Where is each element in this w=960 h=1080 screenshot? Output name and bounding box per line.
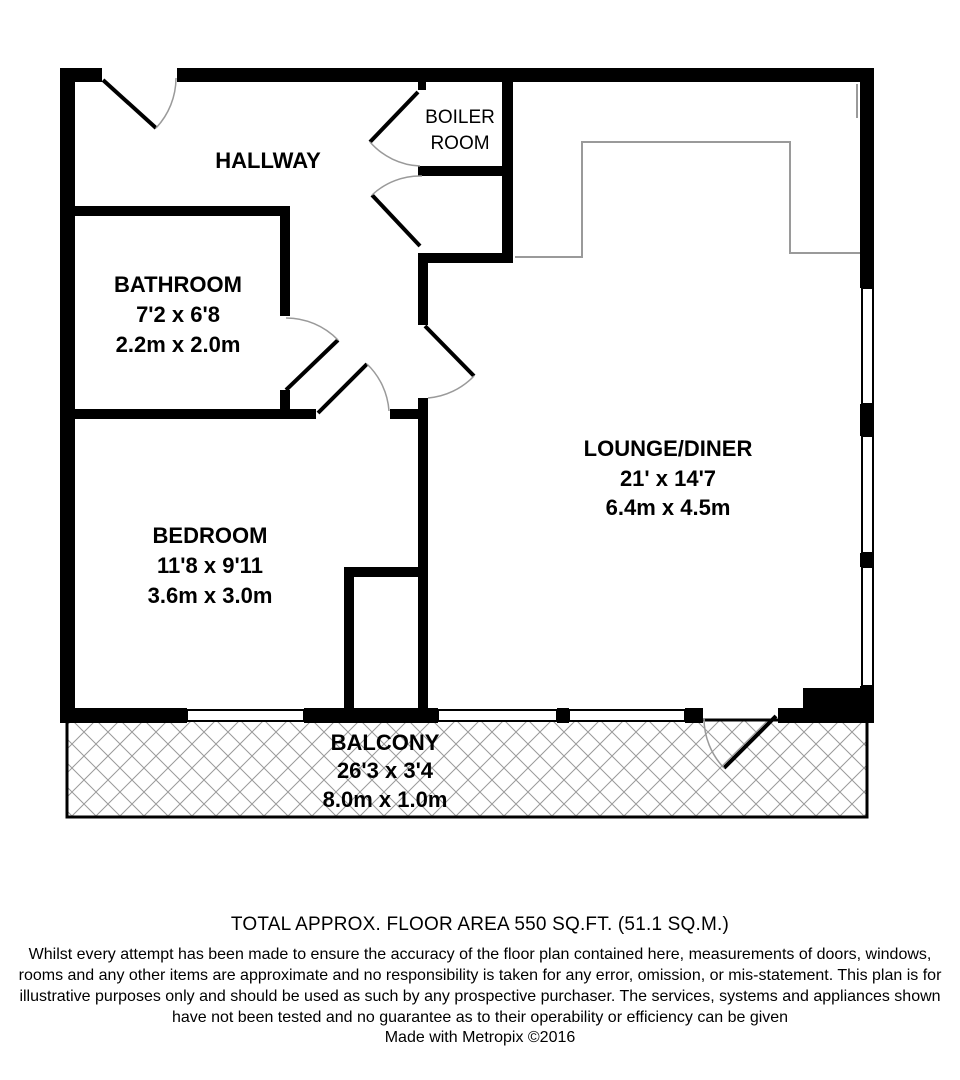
hallway-label: HALLWAY bbox=[215, 148, 321, 173]
credit-text: Made with Metropix ©2016 bbox=[384, 1029, 576, 1046]
boiler-room-label-line1: BOILER bbox=[425, 107, 495, 128]
interior-walls bbox=[74, 82, 513, 710]
balcony-area bbox=[67, 720, 867, 817]
bedroom-door bbox=[318, 364, 389, 413]
kitchen-counter bbox=[515, 142, 860, 257]
disclaimer-text: Whilst every attempt has been made to ensure the accuracy of the floor plan contained here, measurements of doors, windows, rooms and any other items are approximate and no responsibility is taken for any error, omission, or mis-statement. This plan is for illustrative purposes only and should be used as such by any prospective purchaser. The services, systems and appliances shown have not been tested and no guarantee as to their operability or efficiency can be given bbox=[18, 946, 942, 1026]
bedroom-metric: 3.6m x 3.0m bbox=[147, 583, 273, 608]
lounge-metric: 6.4m x 4.5m bbox=[605, 495, 731, 520]
window-bedroom bbox=[187, 710, 304, 721]
balcony-metric: 8.0m x 1.0m bbox=[322, 787, 448, 812]
footer bbox=[0, 914, 960, 1048]
total-floor-area: TOTAL APPROX. FLOOR AREA 550 SQ.FT. (51.1 SQ.M.) bbox=[230, 914, 730, 935]
entrance-door bbox=[103, 78, 176, 128]
bedroom-imperial: 11'8 x 9'11 bbox=[157, 553, 263, 578]
balcony-label: BALCONY bbox=[330, 730, 440, 755]
bathroom-imperial: 7'2 x 6'8 bbox=[136, 302, 220, 327]
doors bbox=[103, 78, 776, 768]
lounge-label: LOUNGE/DINER bbox=[583, 436, 753, 461]
window-east-2 bbox=[862, 436, 873, 553]
lounge-imperial: 21' x 14'7 bbox=[619, 466, 717, 491]
window-east-3 bbox=[862, 567, 873, 686]
window-lounge-1 bbox=[438, 710, 557, 721]
bathroom-metric: 2.2m x 2.0m bbox=[115, 332, 241, 357]
bedroom-label: BEDROOM bbox=[152, 523, 268, 548]
windows bbox=[187, 288, 873, 721]
boiler-room-label-line2: ROOM bbox=[430, 133, 490, 154]
cupboard-door bbox=[372, 176, 422, 246]
balcony-imperial: 26'3 x 3'4 bbox=[336, 758, 434, 783]
bathroom-label: BATHROOM bbox=[114, 272, 242, 297]
window-lounge-2 bbox=[569, 710, 685, 721]
window-east-1 bbox=[862, 288, 873, 404]
boiler-door bbox=[370, 92, 420, 166]
lounge-door bbox=[425, 326, 474, 398]
bathroom-door bbox=[286, 318, 338, 390]
